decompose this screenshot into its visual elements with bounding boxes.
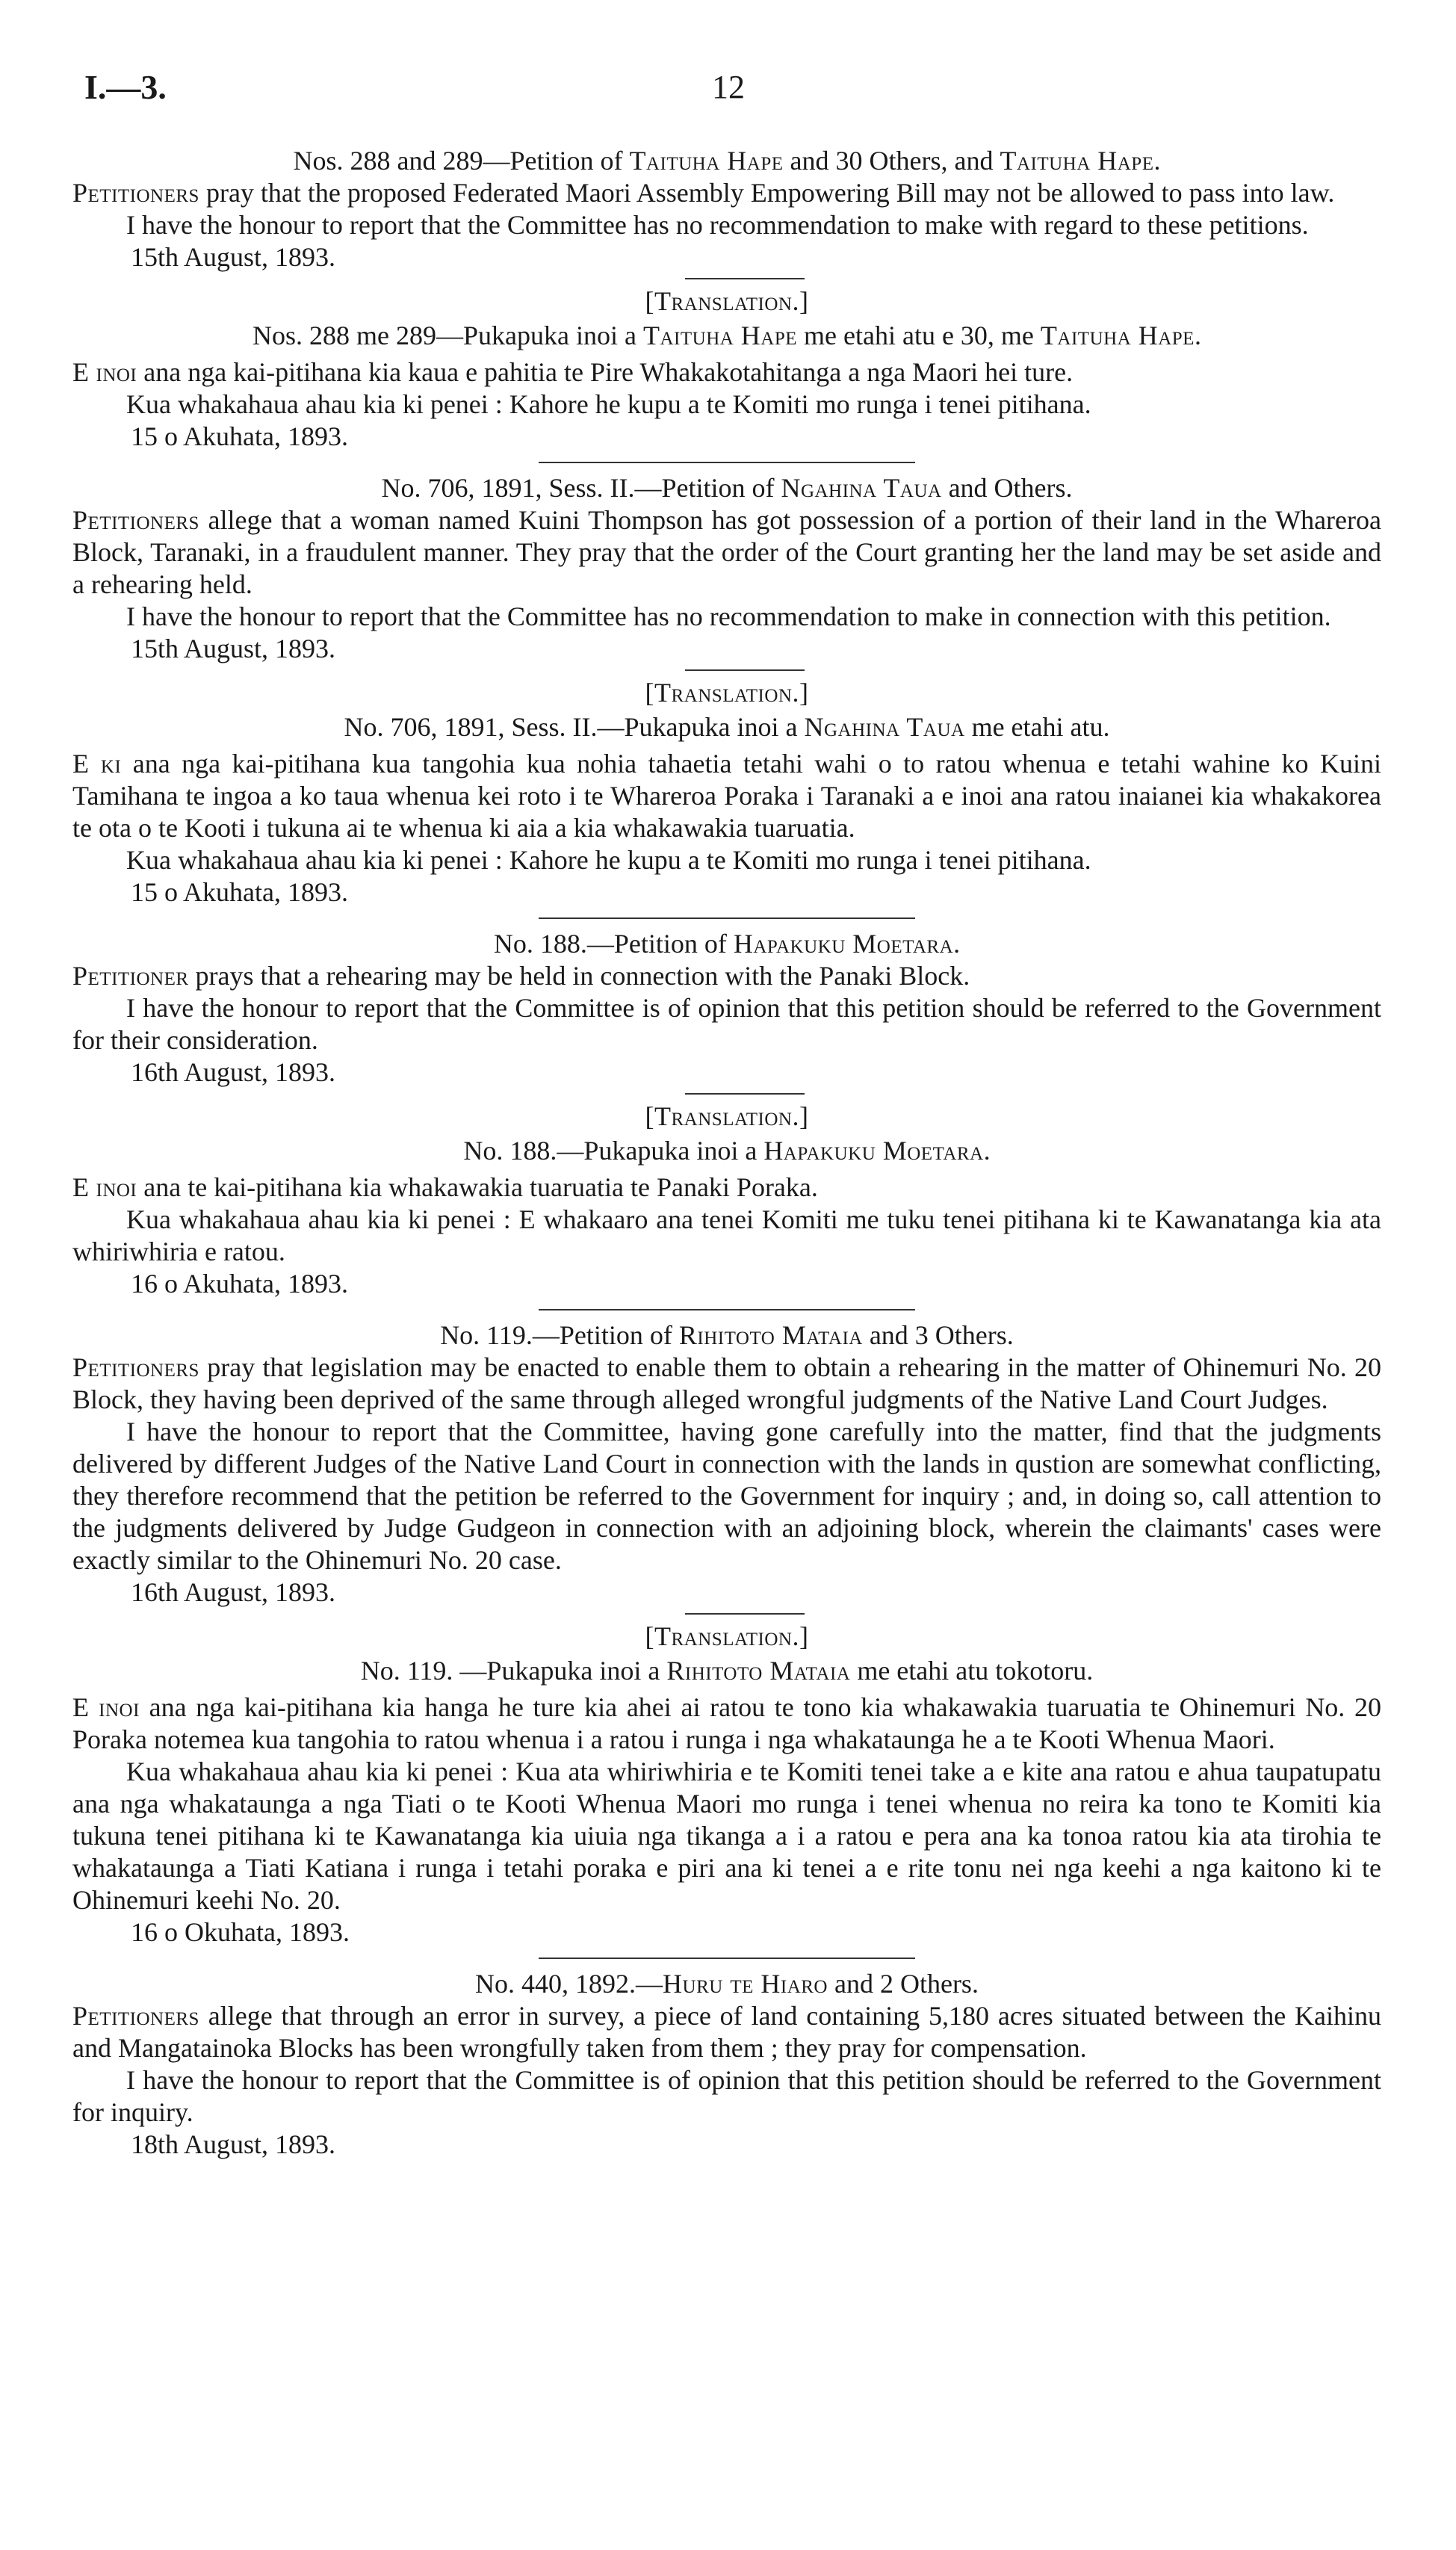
page-content — [72, 145, 1381, 2161]
translation-summary: E inoi ana te kai-pitihana kia whakawakia tuaruatia te Panaki Poraka. — [72, 1172, 818, 1202]
petition-summary: Petitioners pray that the proposed Federated Maori Assembly Empowering Bill may not be allowed to pass into law. — [72, 178, 1335, 208]
petition-summary: Petitioners allege that through an error in survey, a piece of land containing 5,180 acres situated between the Kaihinu and Mangatainoka Blocks has been wrongfully taken from them ; they pray for compensation. — [72, 2001, 1381, 2063]
report-date: 16th August, 1893. — [131, 1577, 336, 1607]
committee-report: I have the honour to report that the Committee has no recommendation to make with regard to these petitions. — [126, 210, 1309, 240]
petition-title: No. 440, 1892.—Huru te Hiaro and 2 Others. — [475, 1969, 979, 1999]
report-date: 15th August, 1893. — [131, 634, 336, 663]
petition-title: No. 119.—Petition of Rihitoto Mataia and 3 Others. — [440, 1320, 1014, 1350]
translation-date: 16 o Okuhata, 1893. — [131, 1917, 350, 1947]
committee-report: I have the honour to report that the Committee, having gone carefully into the matter, find that the judgments delivered by different Judges of the Native Land Court in connection with the lands in qustion are somewhat conflicting, they therefore recommend that the petition be referred to the Government for inquiry ; and, in doing so, call attention to the judgments delivered by Judge Gudgeon in connection with an adjoining block, wherein the claimants' cases were exactly similar to the Ohinemuri No. 20 case. — [72, 1417, 1381, 1575]
translation-report: Kua whakahaua ahau kia ki penei : Kua ata whiriwhiria e te Komiti tenei take a e kite ana ratou e ahua taupatupatu ana nga whakataunga a nga Tiati o te Kooti Whenua Maori mo runga i tenei whenua no reira ka tono te Komiti kia tukuna tenei pitihana ki te Kawanatanga kia uiuia nga tikanga a i a ratou e pera ana ka tonoa ratou kia ata tirohia te whakataunga a Tiati Katiana i runga i tetahi poraka e piri ana ki tenei a e rite tonu nei nga keehi a nga kaitono ki te Ohinemuri keehi No. 20. — [72, 1757, 1381, 1915]
translation-label: [Translation.] — [645, 678, 809, 708]
translation-title: No. 119. —Pukapuka inoi a Rihitoto Mataia me etahi atu tokotoru. — [360, 1656, 1094, 1686]
report-date: 18th August, 1893. — [131, 2129, 336, 2159]
petition-title: No. 188.—Petition of Hapakuku Moetara. — [493, 929, 961, 959]
section-divider — [539, 1309, 915, 1310]
translation-date: 15 o Akuhata, 1893. — [131, 877, 348, 907]
translation-label: [Translation.] — [645, 1101, 809, 1131]
petition-summary: Petitioner prays that a rehearing may be held in connection with the Panaki Block. — [72, 961, 970, 991]
page-header — [0, 68, 1456, 116]
committee-report: I have the honour to report that the Committee has no recommendation to make in connection with this petition. — [126, 601, 1331, 631]
report-date: 16th August, 1893. — [131, 1057, 336, 1087]
petition-title: No. 706, 1891, Sess. II.—Petition of Ngahina Taua and Others. — [381, 473, 1073, 503]
petition-summary: Petitioners pray that legislation may be enacted to enable them to obtain a rehearing in the matter of Ohinemuri No. 20 Block, they having been deprived of the same through alleged wrongful judgments of the Native Land Court Judges. — [72, 1352, 1381, 1414]
section-divider — [539, 1958, 915, 1959]
divider — [685, 1613, 805, 1615]
committee-report: I have the honour to report that the Committee is of opinion that this petition should be referred to the Government for their consideration. — [72, 993, 1381, 1055]
translation-date: 16 o Akuhata, 1893. — [131, 1269, 348, 1299]
translation-report: Kua whakahaua ahau kia ki penei : Kahore he kupu a te Komiti mo runga i tenei pitihana. — [126, 389, 1091, 419]
divider — [685, 1093, 805, 1095]
translation-label: [Translation.] — [645, 286, 809, 316]
petition-section — [72, 928, 1381, 1300]
divider — [685, 278, 805, 279]
petition-section — [72, 145, 1381, 453]
section-divider — [539, 917, 915, 919]
report-date: 15th August, 1893. — [131, 242, 336, 272]
translation-title: No. 706, 1891, Sess. II.—Pukapuka inoi a Ngahina Taua me etahi atu. — [344, 712, 1110, 742]
translation-report: Kua whakahaua ahau kia ki penei : E whakaaro ana tenei Komiti me tuku tenei pitihana ki te Kawanatanga kia ata whiriwhiria e ratou. — [72, 1204, 1381, 1266]
translation-date: 15 o Akuhata, 1893. — [131, 421, 348, 451]
petition-title: Nos. 288 and 289—Petition of Taituha Hape and 30 Others, and Taituha Hape. — [293, 146, 1161, 176]
translation-summary: E inoi ana nga kai-pitihana kia kaua e pahitia te Pire Whakakotahitanga a nga Maori hei ture. — [72, 357, 1074, 387]
translation-report: Kua whakahaua ahau kia ki penei : Kahore he kupu a te Komiti mo runga i tenei pitihana. — [126, 845, 1091, 875]
petition-section — [72, 472, 1381, 909]
page-number: 12 — [712, 69, 745, 105]
petition-section — [72, 1968, 1381, 2161]
petition-section — [72, 1319, 1381, 1949]
petition-summary: Petitioners allege that a woman named Kuini Thompson has got possession of a portion of their land in the Whareroa Block, Taranaki, in a fraudulent manner. They pray that the order of the Court granting her the land may be set aside and a rehearing held. — [72, 505, 1381, 599]
divider — [685, 669, 805, 671]
translation-summary: E inoi ana nga kai-pitihana kia hanga he ture kia ahei ai ratou te tono kia whakawakia tuaruatia te Ohinemuri No. 20 Poraka notemea kua tangohia to ratou whenua i a ratou i runga i nga whakataunga he a te Kooti Whenua Maori. — [72, 1692, 1381, 1754]
committee-report: I have the honour to report that the Committee is of opinion that this petition should be referred to the Government for inquiry. — [72, 2065, 1381, 2127]
page-code: I.—3. — [84, 68, 167, 106]
translation-title: Nos. 288 me 289—Pukapuka inoi a Taituha Hape me etahi atu e 30, me Taituha Hape. — [253, 321, 1201, 350]
translation-summary: E ki ana nga kai-pitihana kua tangohia kua nohia tahaetia tetahi wahi o to ratou whenua e tetahi wahine ko Kuini Tamihana te ingoa a ko taua whenua kei roto i te Whareroa Poraka i Taranaki a e inoi ana ratou inaianei kia whakakorea te ota o te Kooti i tukuna ai te whenua ki aia a kia whakawakia tuaruatia. — [72, 749, 1381, 843]
section-divider — [539, 462, 915, 463]
translation-label: [Translation.] — [645, 1621, 809, 1651]
translation-title: No. 188.—Pukapuka inoi a Hapakuku Moetara. — [463, 1136, 991, 1166]
